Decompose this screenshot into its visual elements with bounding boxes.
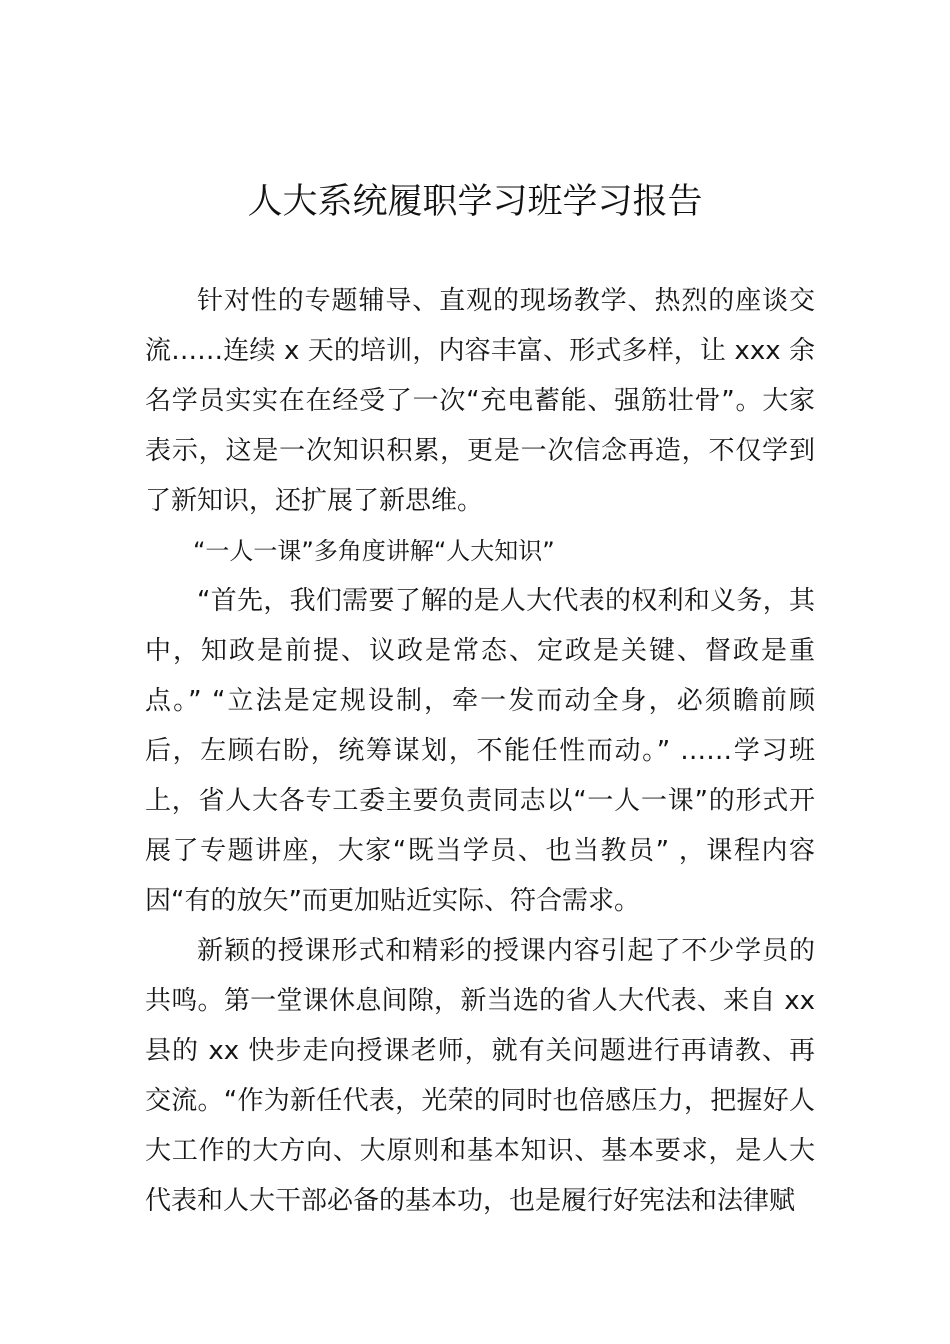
paragraph-resonance: 新颖的授课形式和精彩的授课内容引起了不少学员的共鸣。第一堂课休息间隙，新当选的省人大代表、来自 xx 县的 xx 快步走向授课老师，就有关问题进行再请教、再交流。“作为新任代表，光荣的同时也倍感压力，把握好人大工作的大方向、大原则和基本知识、基本要求，是人大代表和人大干部必备的基本功，也是履行好宪法和法律赋	[145, 936, 815, 1216]
paragraph-lectures: “首先，我们需要了解的是人大代表的权利和义务，其中，知政是前提、议政是常态、定政是关键、督政是重点。” “立法是定规设制，牵一发而动全身，必须瞻前顾后，左顾右盼，统筹谋划，不能任性而动。” ……学习班上，省人大各专工委主要负责同志以“一人一课”的形式开展了专题讲座，大家“既当学员、也当教员” ，课程内容因“有的放矢”而更加贴近实际、符合需求。	[145, 586, 815, 916]
document-title: 人大系统履职学习班学习报告	[247, 182, 703, 222]
paragraph-intro: 针对性的专题辅导、直观的现场教学、热烈的座谈交流……连续 x 天的培训，内容丰富、形式多样，让 xxx 余名学员实实在在经受了一次“充电蓄能、强筋壮骨”。大家表示，这是一次知识积累，更是一次信念再造，不仅学到了新知识，还扩展了新思维。	[145, 286, 815, 516]
document-body	[145, 276, 815, 1226]
section-heading: “一人一课”多角度讲解“人大知识”	[193, 537, 555, 565]
